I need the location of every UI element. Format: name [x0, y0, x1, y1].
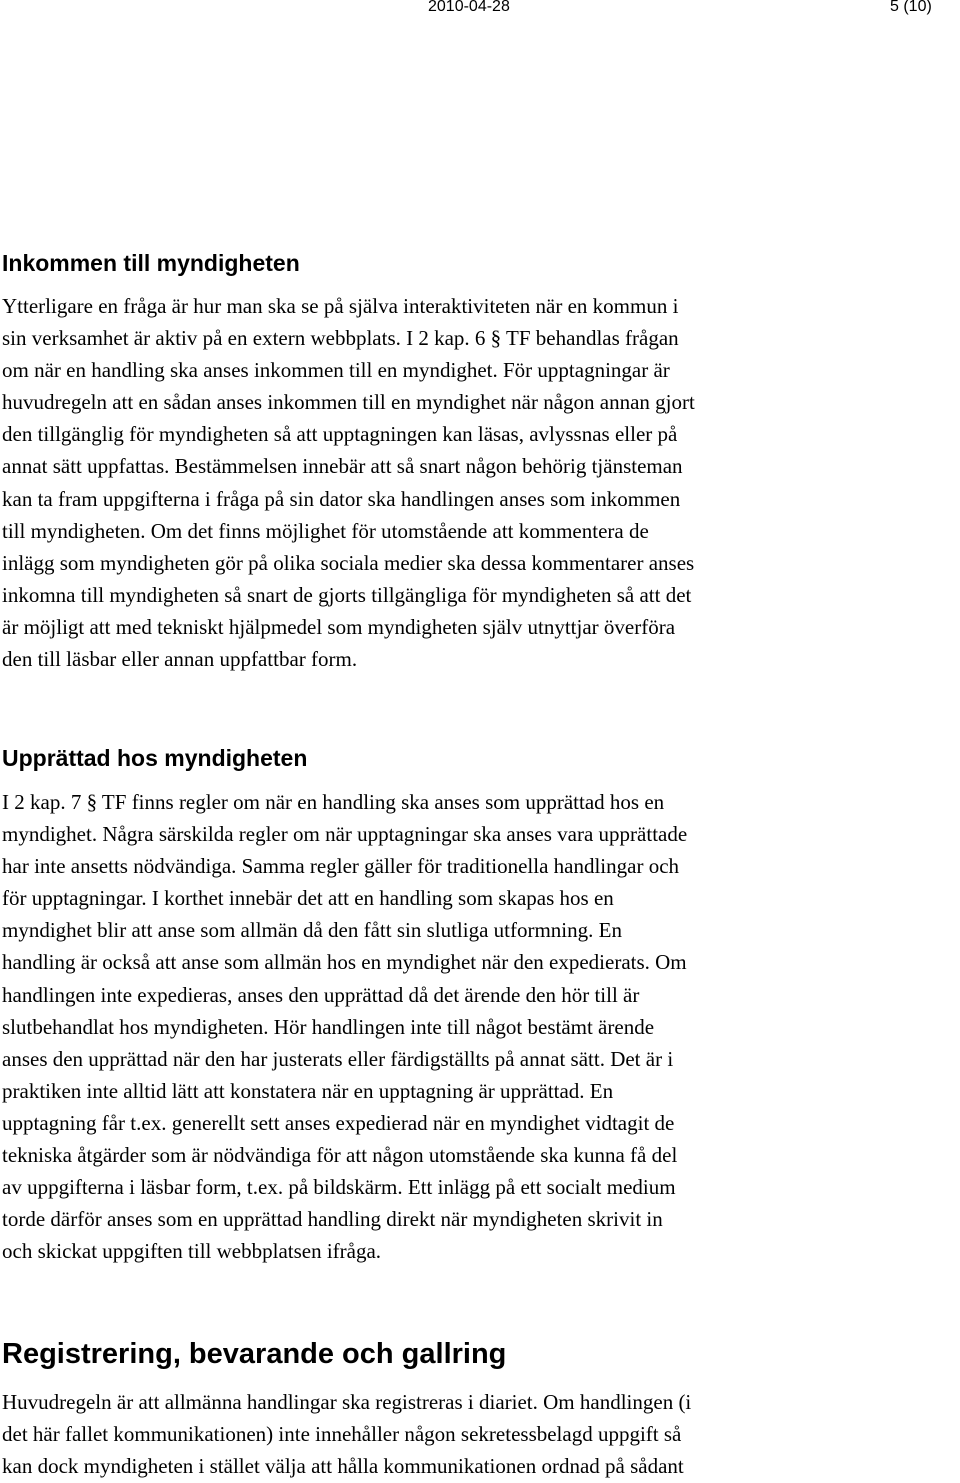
text-line: upptagning får t.ex. generellt sett anses expedierad när en myndighet vidtagit de: [2, 1110, 675, 1135]
paragraph: [2, 786, 957, 1267]
header-page-number: 5 (10): [890, 0, 932, 15]
text-line: tekniska åtgärder som är nödvändiga för att någon utomstående ska kunna få del: [2, 1143, 678, 1168]
text-line: I 2 kap. 7 § TF finns regler om när en handling ska anses som upprättad hos en: [2, 790, 665, 814]
text-line: sin verksamhet är aktiv på en extern webbplats. I 2 kap. 6 § TF behandlas frågan: [2, 326, 679, 351]
text-line: handlingen inte expedieras, anses den upprättad då det ärende den hör till är: [2, 982, 640, 1007]
section-inkommen: [2, 248, 957, 278]
section-registrering: [2, 1336, 957, 1372]
text-line: annat sätt uppfattas. Bestämmelsen innebär att så snart någon behörig tjänsteman: [2, 454, 683, 479]
text-line: den tillgänglig för myndigheten så att upptagningen kan läsas, avlyssnas eller på: [2, 422, 678, 447]
text-line: kan dock myndigheten i stället välja att hålla kommunikationen ordnad på sådant: [2, 1454, 684, 1479]
text-line: slutbehandlat hos myndigheten. Hör handlingen inte till något bestämt ärende: [2, 1014, 655, 1039]
paragraph: [2, 1386, 957, 1482]
page-header: [0, 0, 960, 22]
section-upprattad-body: [2, 786, 957, 1267]
text-line: Ytterligare en fråga är hur man ska se på själva interaktiviteten när en kommun i: [2, 294, 679, 318]
text-line: handling är också att anse som allmän hos en myndighet när den expedierats. Om: [2, 950, 687, 975]
text-line: inkomna till myndigheten så snart de gjorts tillgängliga för myndigheten så att det: [2, 582, 692, 607]
text-line: Huvudregeln är att allmänna handlingar ska registreras i diariet. Om handlingen (i: [2, 1390, 692, 1414]
section-registrering-body: [2, 1386, 957, 1482]
text-line: till myndigheten. Om det finns möjlighet för utomstående att kommentera de: [2, 518, 649, 543]
paragraph: [2, 290, 957, 675]
text-line: har inte ansetts nödvändiga. Samma regler gäller för traditionella handlingar och: [2, 854, 680, 879]
header-date: 2010-04-28: [428, 0, 510, 15]
section-heading: Inkommen till myndigheten: [2, 250, 300, 276]
section-upprattad: [2, 743, 957, 773]
text-line: huvudregeln att en sådan anses inkommen till en myndighet när någon annan gjort: [2, 390, 695, 415]
text-line: myndighet. Några särskilda regler om när upptagningar ska anses vara upprättade: [2, 822, 688, 847]
text-line: praktiken inte alltid lätt att konstatera när en upptagning är upprättad. En: [2, 1078, 614, 1103]
section-inkommen-body: [2, 290, 957, 675]
text-line: den till läsbar eller annan uppfattbar form.: [2, 647, 358, 672]
text-line: och skickat uppgiften till webbplatsen ifråga.: [2, 1239, 382, 1264]
section-heading-large: Registrering, bevarande och gallring: [2, 1338, 507, 1370]
text-line: för upptagningar. I korthet innebär det att en handling som skapas hos en: [2, 886, 614, 911]
text-line: det här fallet kommunikationen) inte innehåller någon sekretessbelagd uppgift så: [2, 1422, 682, 1447]
text-line: är möjligt att med tekniskt hjälpmedel som myndigheten själv utnyttjar överföra: [2, 614, 676, 639]
section-heading: Upprättad hos myndigheten: [2, 745, 308, 771]
text-line: om när en handling ska anses inkommen till en myndighet. För upptagningar är: [2, 358, 670, 383]
text-line: anses den upprättad när den har justerats eller färdigställts på annat sätt. Det är i: [2, 1046, 674, 1071]
text-line: av uppgifterna i läsbar form, t.ex. på bildskärm. Ett inlägg på ett socialt medium: [2, 1175, 676, 1200]
text-line: torde därför anses som en upprättad handling direkt när myndigheten skrivit in: [2, 1207, 663, 1232]
text-line: inlägg som myndigheten gör på olika sociala medier ska dessa kommentarer anses: [2, 550, 695, 575]
text-line: kan ta fram uppgifterna i fråga på sin dator ska handlingen anses som inkommen: [2, 486, 681, 511]
text-line: myndighet blir att anse som allmän då den fått sin slutliga utformning. En: [2, 918, 622, 943]
